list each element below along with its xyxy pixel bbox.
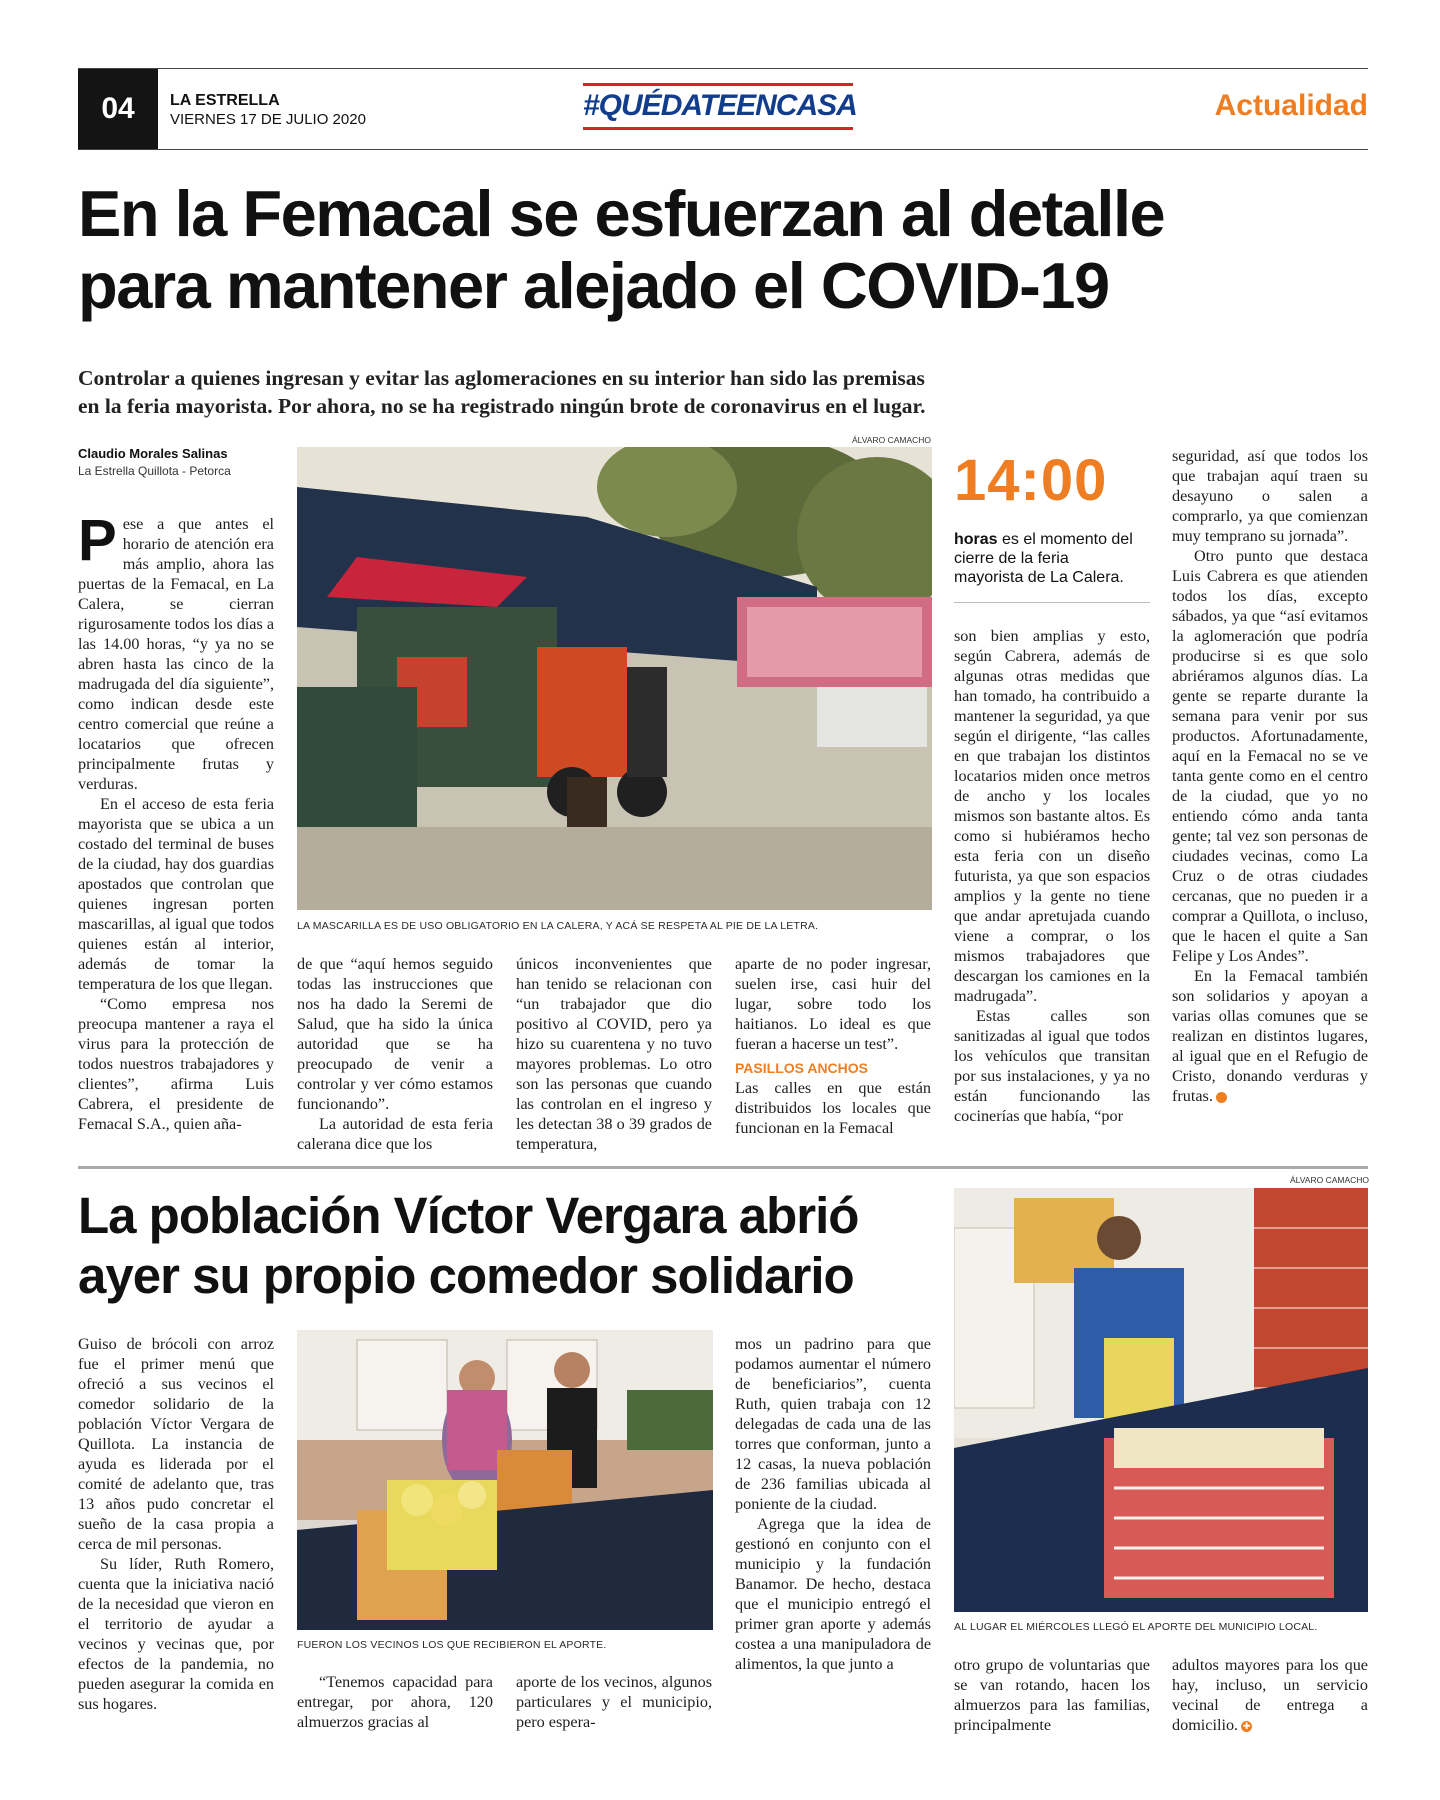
municipal-aid-photo-caption: AL LUGAR EL MIÉRCOLES LLEGÓ EL APORTE DEL MUNICIPIO LOCAL. <box>954 1621 1318 1633</box>
article1-col5-p1: son bien amplias y esto, según Cabrera, además de algunas otras medidas que han tomado, ha contribuido a mantener la seguridad, ya que según el dirigente, “las calles en que trabajan los distintos locatarios miden once metros de ancho y los locales mismos son bastante altos. Es como si hubiéramos hecho esta feria con un diseño futurista, ya que son espacios amplios y la gente no tiene que andar apretujada cuando viene a comprar, o los mismos trabajadores que descargan los camiones en la madrugada”. <box>954 627 1150 1005</box>
paper-name: LA ESTRELLA <box>170 92 280 109</box>
campaign-hashtag <box>583 83 857 133</box>
article2-col3-p1: aporte de los vecinos, algunos particulares y el municipio, pero espera- <box>516 1673 712 1731</box>
article1-col6 <box>1172 446 1368 1106</box>
article1-col2-p2: La autoridad de esta feria calerana dice que los <box>297 1115 493 1153</box>
article2-headline-line2: ayer su propio comedor solidario <box>78 1247 854 1304</box>
article1-col2 <box>297 954 493 1154</box>
photo-caption: LA MASCARILLA ES DE USO OBLIGATORIO EN LA CALERA, Y ACÁ SE RESPETA AL PIE DE LA LETRA. <box>297 920 819 932</box>
article2-col6-p1: adultos mayores para los que hay, incluso, un servicio vecinal de entrega a domicilio. <box>1172 1656 1368 1734</box>
article2-col1 <box>78 1334 274 1714</box>
article2-col1-p1: Guiso de brócoli con arroz fue el primer menú que ofreció a sus vecinos el comedor solidario de la población Víctor Vergara de Quillota. La instancia de ayuda es liderada por el comité de adelanto que, tras 13 años pudo concretar el sueño de la casa propia a cerca de mil personas. <box>78 1335 274 1553</box>
end-of-article2-icon: ✚ <box>1242 1720 1251 1731</box>
fact-divider <box>954 602 1150 603</box>
market-photo-image <box>297 447 932 910</box>
section-label: Actualidad <box>1214 89 1368 122</box>
article2-col5 <box>954 1655 1150 1735</box>
article1-col6-p3: En la Femacal también son solidarios y apoyan a varias ollas comunes que se realizan en distintos lugares, al igual que en el Refugio de Cristo, donando verduras y frutas. <box>1172 967 1368 1105</box>
market-photo <box>297 447 932 910</box>
article1-col4-p2: Las calles en que están distribuidos los locales que funcionan en la Femacal <box>735 1079 931 1137</box>
byline-affiliation: La Estrella Quillota - Petorca <box>78 464 231 478</box>
volunteers-photo-image <box>297 1330 713 1630</box>
article1-col3 <box>516 954 712 1154</box>
byline-author: Claudio Morales Salinas <box>78 446 228 461</box>
article1-headline <box>78 178 1378 322</box>
article2-col4-p2: Agrega que la idea de gestionó en conjunto con el municipio y la fundación Banamor. De hecho, destaca que el municipio entregó el primer gran aporte y además costea a una manipuladora de alimentos, la que junto a <box>735 1515 931 1673</box>
photo-credit-right: ÁLVARO CAMACHO <box>1290 1175 1370 1185</box>
article2-col4-p1: mos un padrino para que podamos aumentar el número de beneficiarios”, cuenta Ruth, quien trabaja con 12 delegadas de cada una de las torres que conforman, junto a 12 casas, la nueva población de 236 familias ubicada al poniente de la ciudad. <box>735 1335 931 1513</box>
end-of-article-icon: ✚ <box>1216 1092 1227 1103</box>
article1-col2-p1: de que “aquí hemos seguido todas las instrucciones que nos ha dado la Seremi de Salud, que ha sido la única autoridad que se ha preocupado de venir a controlar y ver cómo estamos funcionando”. <box>297 955 493 1113</box>
article1-col4 <box>735 954 931 1138</box>
volunteers-photo <box>297 1330 713 1630</box>
municipal-aid-photo <box>954 1188 1368 1612</box>
article1-col5-p2: Estas calles son sanitizadas al igual que todos los vehículos que transitan por sus instalaciones, y ya no están funcionando las cocinerías que había, “por <box>954 1007 1150 1125</box>
municipal-aid-photo-image <box>954 1188 1368 1612</box>
article1-col1-p1: ese a que antes el horario de atención era más amplio, ahora las puertas de la Femacal, en La Calera, se cierran rigurosamente todos los días a las 14.00 horas, “y ya no se abren hasta las cinco de la madrugada del día siguiente”, como indican desde este centro comercial que reúne a locatarios que ofrecen principalmente frutas y verduras. <box>78 515 275 793</box>
volunteers-photo-caption: FUERON LOS VECINOS LOS QUE RECIBIERON EL APORTE. <box>297 1639 607 1651</box>
article1-headline-line1: En la Femacal se esfuerzan al detalle <box>78 177 1165 250</box>
article1-col6-p2: Otro punto que destaca Luis Cabrera es que atienden todos los días, excepto sábados, ya que “así evitamos la aglomeración que podría producirse si es que solo abriéramos algunos días. La gente se reparte durante la semana para venir por sus productos. Afortunadamente, aquí en la Femacal no se ve tanta gente como en el centro de la ciudad, que yo no entiendo cómo anda tanta gente; tal vez son personas de ciudades vecinas, como La Cruz o de otras ciudades cercanas, que no pueden ir a comprar a Quillota, o incluso, que le hacen el quite a San Felipe y Los Andes”. <box>1172 547 1368 965</box>
article2-col4 <box>735 1334 931 1674</box>
dropcap-letter: P <box>78 508 117 573</box>
article1-col5 <box>954 626 1150 1126</box>
article1-col1-p2: En el acceso de esta feria mayorista que se ubica a un costado del terminal de buses de la ciudad, hay dos guardias apostados que controlan que quienes ingresan porten mascarillas, al igual que todos quienes están al interior, además de tomar la temperatura de los que llegan. <box>78 795 274 993</box>
article2-col2-p1: “Tenemos capacidad para entregar, por ahora, 120 almuerzos gracias al <box>297 1673 493 1731</box>
article2-col6 <box>1172 1655 1368 1735</box>
article-divider <box>78 1166 1368 1169</box>
photo-credit: ÁLVARO CAMACHO <box>852 435 932 445</box>
article1-headline-line2: para mantener alejado el COVID-19 <box>78 249 1109 322</box>
article1-col6-p1: seguridad, así que todos los que trabajan aquí traen su desayuno o salen a comprarlo, ya que comienzan muy temprano su jornada”. <box>1172 447 1368 545</box>
article1-col1-p3: “Como empresa nos preocupa mantener a raya el virus para la protección de todos nuestros trabajadores y clientes”, afirma Luis Cabrera, el presidente de Femacal S.A., quien aña- <box>78 995 274 1133</box>
fact-number: 14:00 <box>954 448 1108 513</box>
article2-col1-p2: Su líder, Ruth Romero, cuenta que la iniciativa nació de la necesidad que vieron en el territorio de ayudar a vecinos y vecinas que, por efectos de la pandemia, no pueden asegurar la comida en sus hogares. <box>78 1555 274 1713</box>
article1-col3-p1: únicos inconvenientes que han tenido se relacionan con “un trabajador que dio positivo al COVID, pero ya hizo su cuarentena y no tuvo mayores problemas. Lo otro son las personas que cuando las controlan en el ingreso y les detectan 38 o 39 grados de temperatura, <box>516 955 712 1153</box>
issue-date: VIERNES 17 DE JULIO 2020 <box>170 111 366 128</box>
fact-bold: horas <box>954 531 998 548</box>
page-number: 04 <box>78 69 158 149</box>
article2-col5-p1: otro grupo de voluntarias que se van rotando, hacen los almuerzos para las familias, principalmente <box>954 1656 1150 1734</box>
article1-subhead-line2: en la feria mayorista. Por ahora, no se ha registrado ningún brote de coronavirus en el lugar. <box>78 394 926 418</box>
article2-headline-line1: La población Víctor Vergara abrió <box>78 1187 859 1244</box>
hashtag-text: #QUÉDATEENCASA <box>583 89 857 122</box>
article1-subhead-line1: Controlar a quienes ingresan y evitar las aglomeraciones en su interior han sido las premisas <box>78 366 925 390</box>
article1-col4-p1: aparte de no poder ingresar, suelen irse, casi huir del lugar, sobre todo los haitianos. Lo ideal es que fueran a hacerse un test”. <box>735 955 931 1053</box>
article1-subhead <box>78 364 1378 420</box>
article2-col3 <box>516 1672 712 1732</box>
article2-col2 <box>297 1672 493 1732</box>
page-header <box>78 68 1368 150</box>
article2-headline <box>78 1186 958 1306</box>
fact-body: es el momento del cierre de la feria mayorista de La Calera. <box>954 531 1133 586</box>
fact-text <box>954 530 1134 587</box>
pasillos-subhead: PASILLOS ANCHOS <box>735 1060 869 1076</box>
article1-col1 <box>78 508 275 1134</box>
